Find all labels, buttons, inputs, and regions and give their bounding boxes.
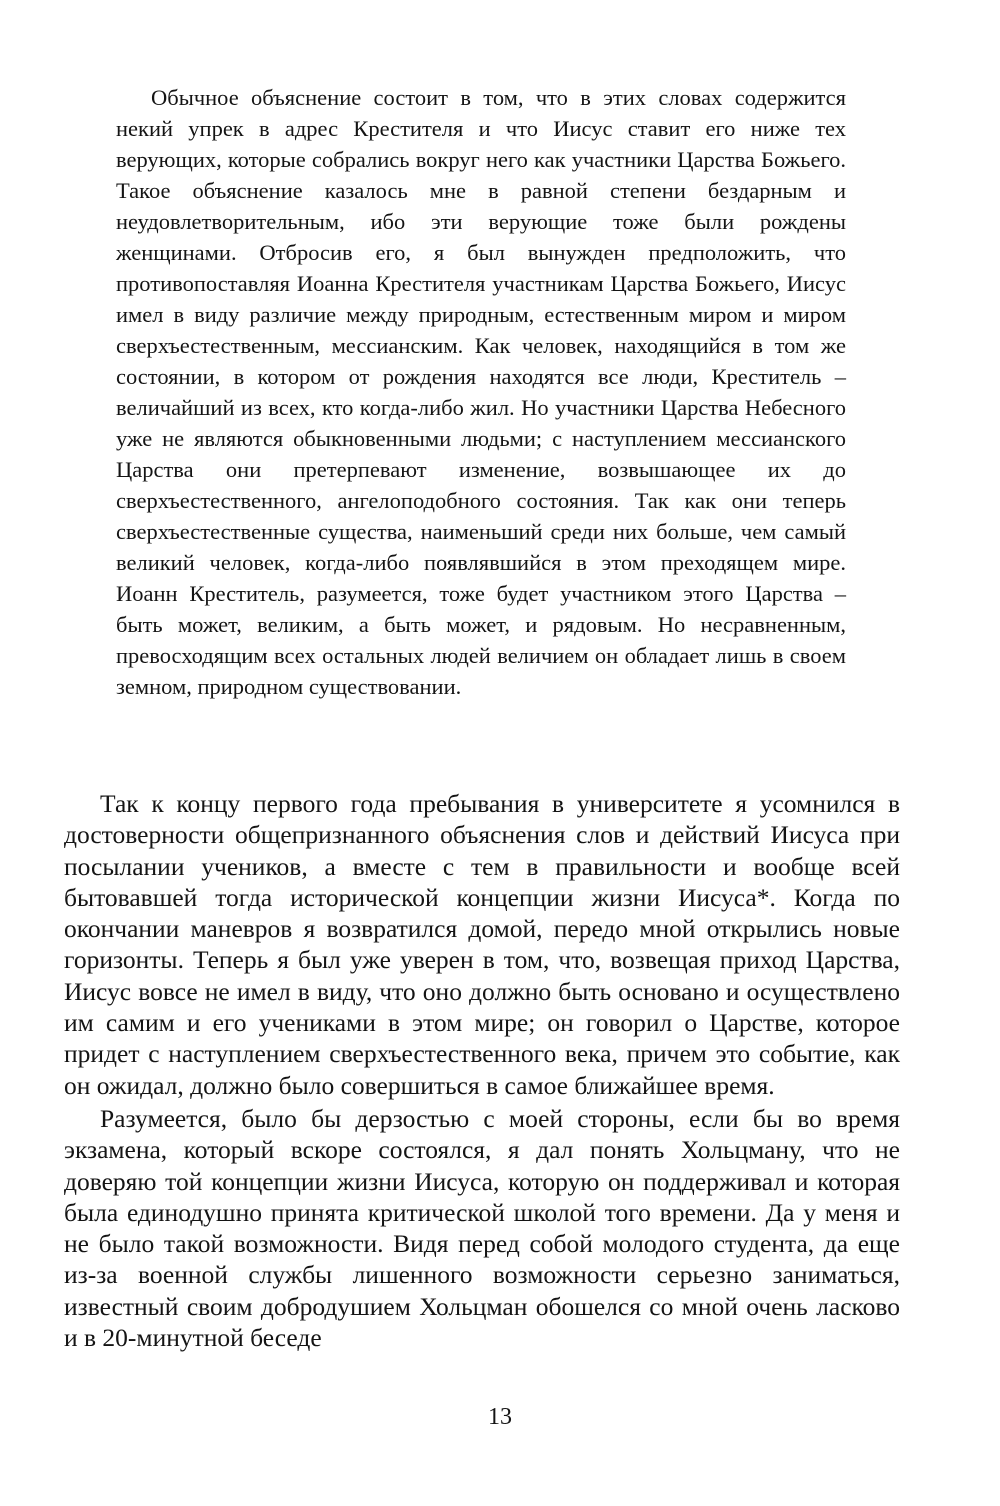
- paragraph-2: Разумеется, было бы дерзостью с моей стороны, если бы во время экзамена, который вскоре состоялся, я дал понять Хольцману, что не доверяю той концепции жизни Иисуса, которую он поддерживал и которая была единодушно принята критической школой того времени. Да у меня и не было такой возможности. Видя перед собой молодого студента, да еще из-за военной службы лишенного возможности серьезно заниматься, известный своим добродушием Хольцман обошелся со мной очень ласково и в 20-минутной беседе: [64, 1103, 900, 1353]
- quote-paragraph: Обычное объяснение состоит в том, что в этих словах содержится некий упрек в адрес Крестителя и что Иисус ставит его ниже тех верующих, которые собрались вокруг него как участники Царства Божьего. Такое объяснение казалось мне в равной степени бездарным и неудовлетворительным, ибо эти верующие тоже были рождены женщинами. Отбросив его, я был вынужден предположить, что противопоставляя Иоанна Крестителя участникам Царства Божьего, Иисус имел в виду различие между природным, естественным миром и миром сверхъестественным, мессианским. Как человек, находящийся в том же состоянии, в котором от рождения находятся все люди, Креститель – величайший из всех, кто когда-либо жил. Но участники Царства Небесного уже не являются обыкновенными людьми; с наступлением мессианского Царства они претерпевают изменение, возвышающее их до сверхъестественного, ангелоподобного состояния. Так как они теперь сверхъестественные существа, наименьший среди них больше, чем самый великий человек, когда-либо появлявшийся в этом преходящем мире. Иоанн Креститель, разумеется, тоже будет участником этого Царства – быть может, великим, а быть может, и рядовым. Но несравненным, превосходящим всех остальных людей величием он обладает лишь в своем земном, природном существовании.: [116, 85, 846, 699]
- main-text: [64, 788, 900, 1353]
- paragraph-1: Так к концу первого года пребывания в университете я усомнился в достоверности общепризнанного объяснения слов и действий Иисуса при посылании учеников, а вместе с тем в правильности и вообще всей бытовавшей тогда исторической концепции жизни Иисуса*. Когда по окончании маневров я возвратился домой, передо мной открылись новые горизонты. Теперь я был уже уверен в том, что, возвещая приход Царства, Иисус вовсе не имел в виду, что оно должно быть основано и осуществлено им самим и его учениками в этом мире; он говорил о Царстве, которое придет с наступлением сверхъестественного века, причем это событие, как он ожидал, должно было совершиться в самое ближайшее время.: [64, 789, 900, 1100]
- quoted-passage: [116, 82, 846, 702]
- page-number: 13: [488, 1404, 512, 1430]
